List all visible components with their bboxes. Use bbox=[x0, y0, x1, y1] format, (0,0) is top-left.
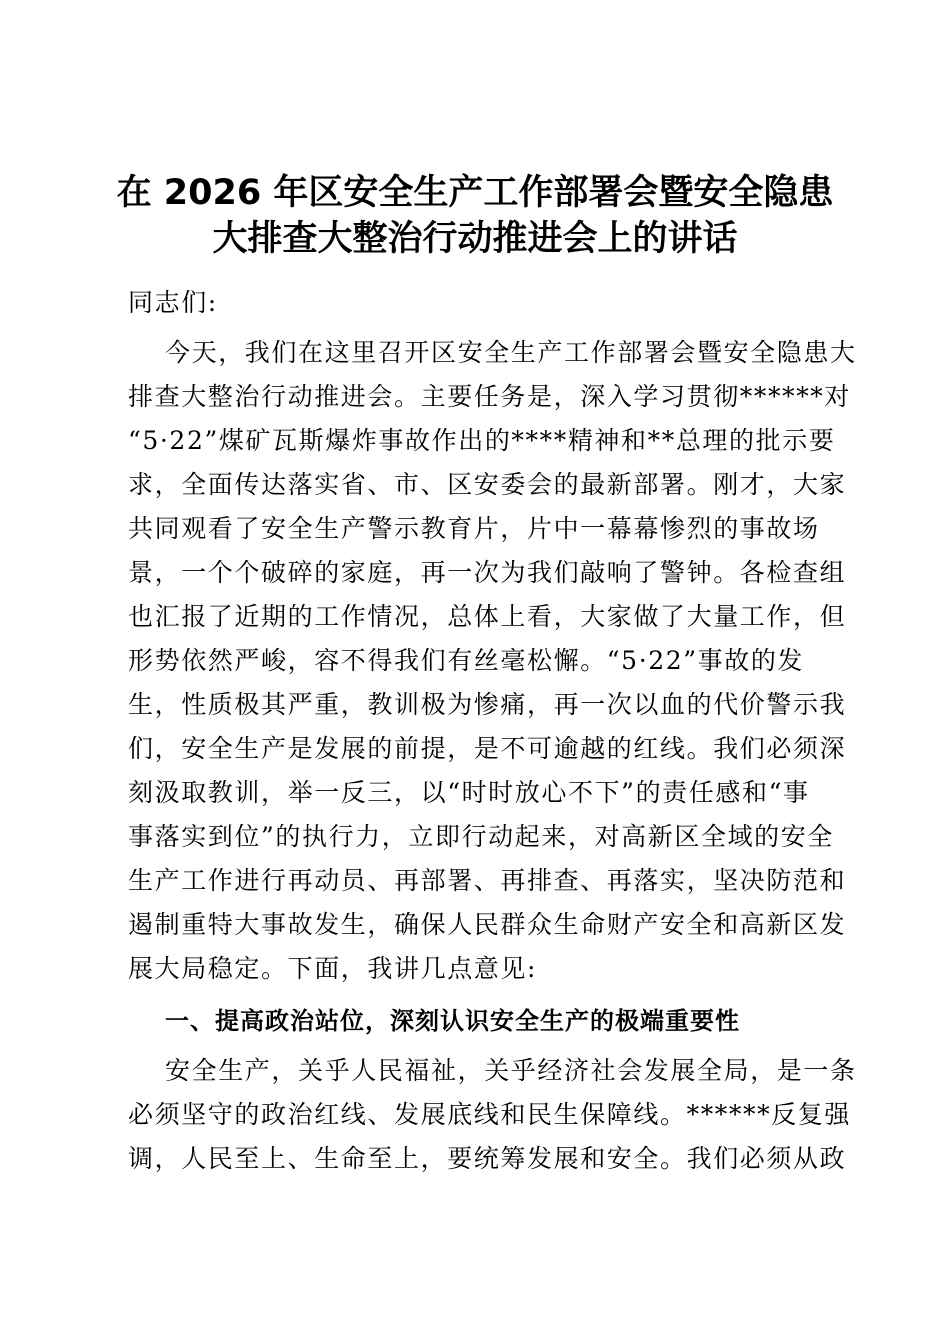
salutation: 同志们: bbox=[128, 288, 218, 317]
section-1-heading: 一、提高政治站位，深刻认识安全生产的极端重要性 bbox=[165, 1007, 740, 1035]
paragraph-line: 共同观看了安全生产警示教育片，片中一幕幕惨烈的事故场 bbox=[128, 514, 820, 543]
document-title-line-1: 在 2026 年区安全生产工作部署会暨安全隐患 bbox=[116, 173, 834, 213]
paragraph-line: 生，性质极其严重，教训极为惨痛，再一次以血的代价警示我 bbox=[128, 690, 847, 719]
paragraph-line: 景，一个个破碎的家庭，再一次为我们敲响了警钟。各检查组 bbox=[128, 558, 847, 587]
document-title-line-2: 大排查大整治行动推进会上的讲话 bbox=[212, 219, 738, 259]
paragraph-line: 生产工作进行再动员、再部署、再排查、再落实，坚决防范和 bbox=[128, 866, 847, 895]
paragraph-line: “5·22”煤矿瓦斯爆炸事故作出的****精神和**总理的批示要 bbox=[128, 426, 836, 455]
paragraph-line: 们，安全生产是发展的前提，是不可逾越的红线。我们必须深 bbox=[128, 734, 847, 763]
paragraph-line: 展大局稳定。下面，我讲几点意见: bbox=[128, 954, 538, 983]
paragraph-line: 求，全面传达落实省、市、区安委会的最新部署。刚才，大家 bbox=[128, 470, 847, 499]
paragraph-line: 必须坚守的政治红线、发展底线和民生保障线。******反复强 bbox=[128, 1100, 852, 1129]
paragraph-line: 刻汲取教训，举一反三，以“时时放心不下”的责任感和“事 bbox=[128, 778, 810, 807]
paragraph-line: 安全生产，关乎人民福祉，关乎经济社会发展全局，是一条 bbox=[165, 1056, 857, 1085]
paragraph-line: 调，人民至上、生命至上，要统筹发展和安全。我们必须从政 bbox=[128, 1144, 847, 1173]
paragraph-line: 也汇报了近期的工作情况，总体上看，大家做了大量工作，但 bbox=[128, 602, 847, 631]
paragraph-line: 遏制重特大事故发生，确保人民群众生命财产安全和高新区发 bbox=[128, 910, 847, 939]
paragraph-line: 今天，我们在这里召开区安全生产工作部署会暨安全隐患大 bbox=[165, 338, 857, 367]
paragraph-line: 事落实到位”的执行力，立即行动起来，对高新区全域的安全 bbox=[128, 822, 834, 851]
paragraph-line: 排查大整治行动推进会。主要任务是，深入学习贯彻******对 bbox=[128, 382, 852, 411]
paragraph-line: 形势依然严峻，容不得我们有丝毫松懈。“5·22”事故的发 bbox=[128, 646, 805, 675]
